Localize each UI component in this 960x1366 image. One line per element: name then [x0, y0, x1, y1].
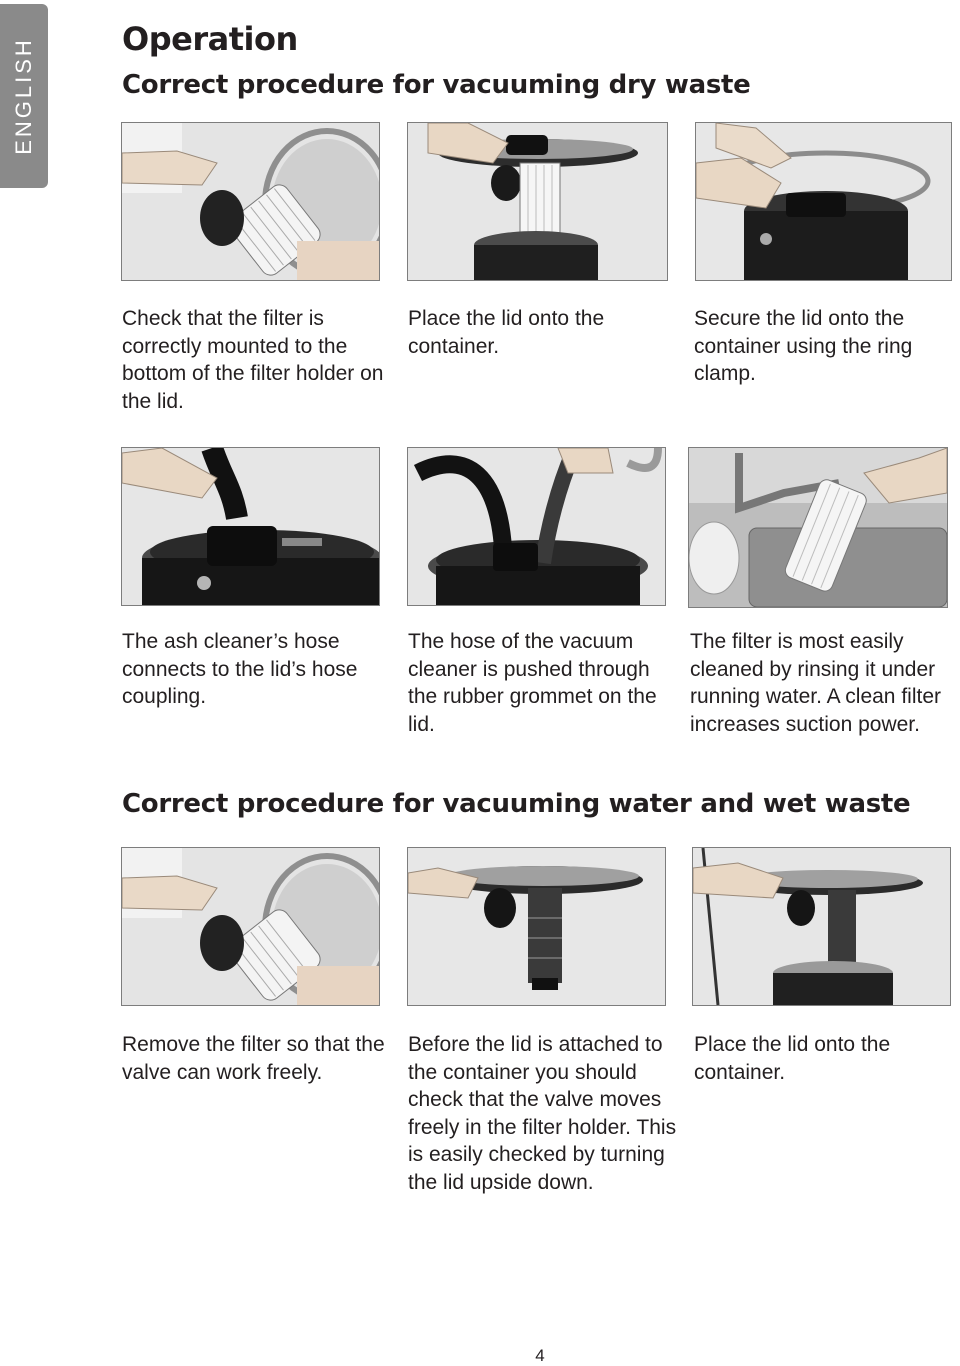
photo-remove-filter — [121, 847, 380, 1006]
page-number: 4 — [535, 1346, 545, 1365]
caption-hose-coupling: The ash cleaner’s hose connects to the lid’s hose coupling. — [122, 630, 358, 709]
caption-valve-check: Before the lid is attached to the container you should check that the valve moves freely in the filter holder. This is easily checked by turning the lid upside down. — [408, 1033, 677, 1194]
caption-place-lid: Place the lid onto the container. — [408, 307, 605, 358]
photo-check-filter — [121, 122, 380, 281]
caption-remove-filter: Remove the filter so that the valve can work freely. — [122, 1033, 385, 1084]
caption-check-filter: Check that the filter is correctly mounted to the bottom of the filter holder on the lid. — [122, 307, 384, 413]
page-title: Operation — [122, 20, 298, 58]
section-heading-wet: Correct procedure for vacuuming water and wet waste — [122, 789, 911, 819]
photo-valve-check — [407, 847, 666, 1006]
caption-rinse-filter: The filter is most easily cleaned by rinsing it under running water. A clean filter increases suction power. — [690, 630, 941, 736]
caption-place-lid-wet: Place the lid onto the container. — [694, 1033, 891, 1084]
caption-ring-clamp: Secure the lid onto the container using the ring clamp. — [694, 307, 913, 386]
language-side-tab — [0, 4, 48, 188]
photo-place-lid — [407, 122, 668, 281]
section-heading-dry: Correct procedure for vacuuming dry waste — [122, 70, 751, 100]
photo-rinse-filter — [688, 447, 948, 608]
photo-place-lid-wet — [692, 847, 951, 1006]
photo-ring-clamp — [695, 122, 952, 281]
caption-vacuum-hose: The hose of the vacuum cleaner is pushed through the rubber grommet on the lid. — [408, 630, 657, 736]
language-label: ENGLISH — [11, 37, 36, 155]
photo-vacuum-hose — [407, 447, 666, 606]
photo-hose-coupling — [121, 447, 380, 606]
